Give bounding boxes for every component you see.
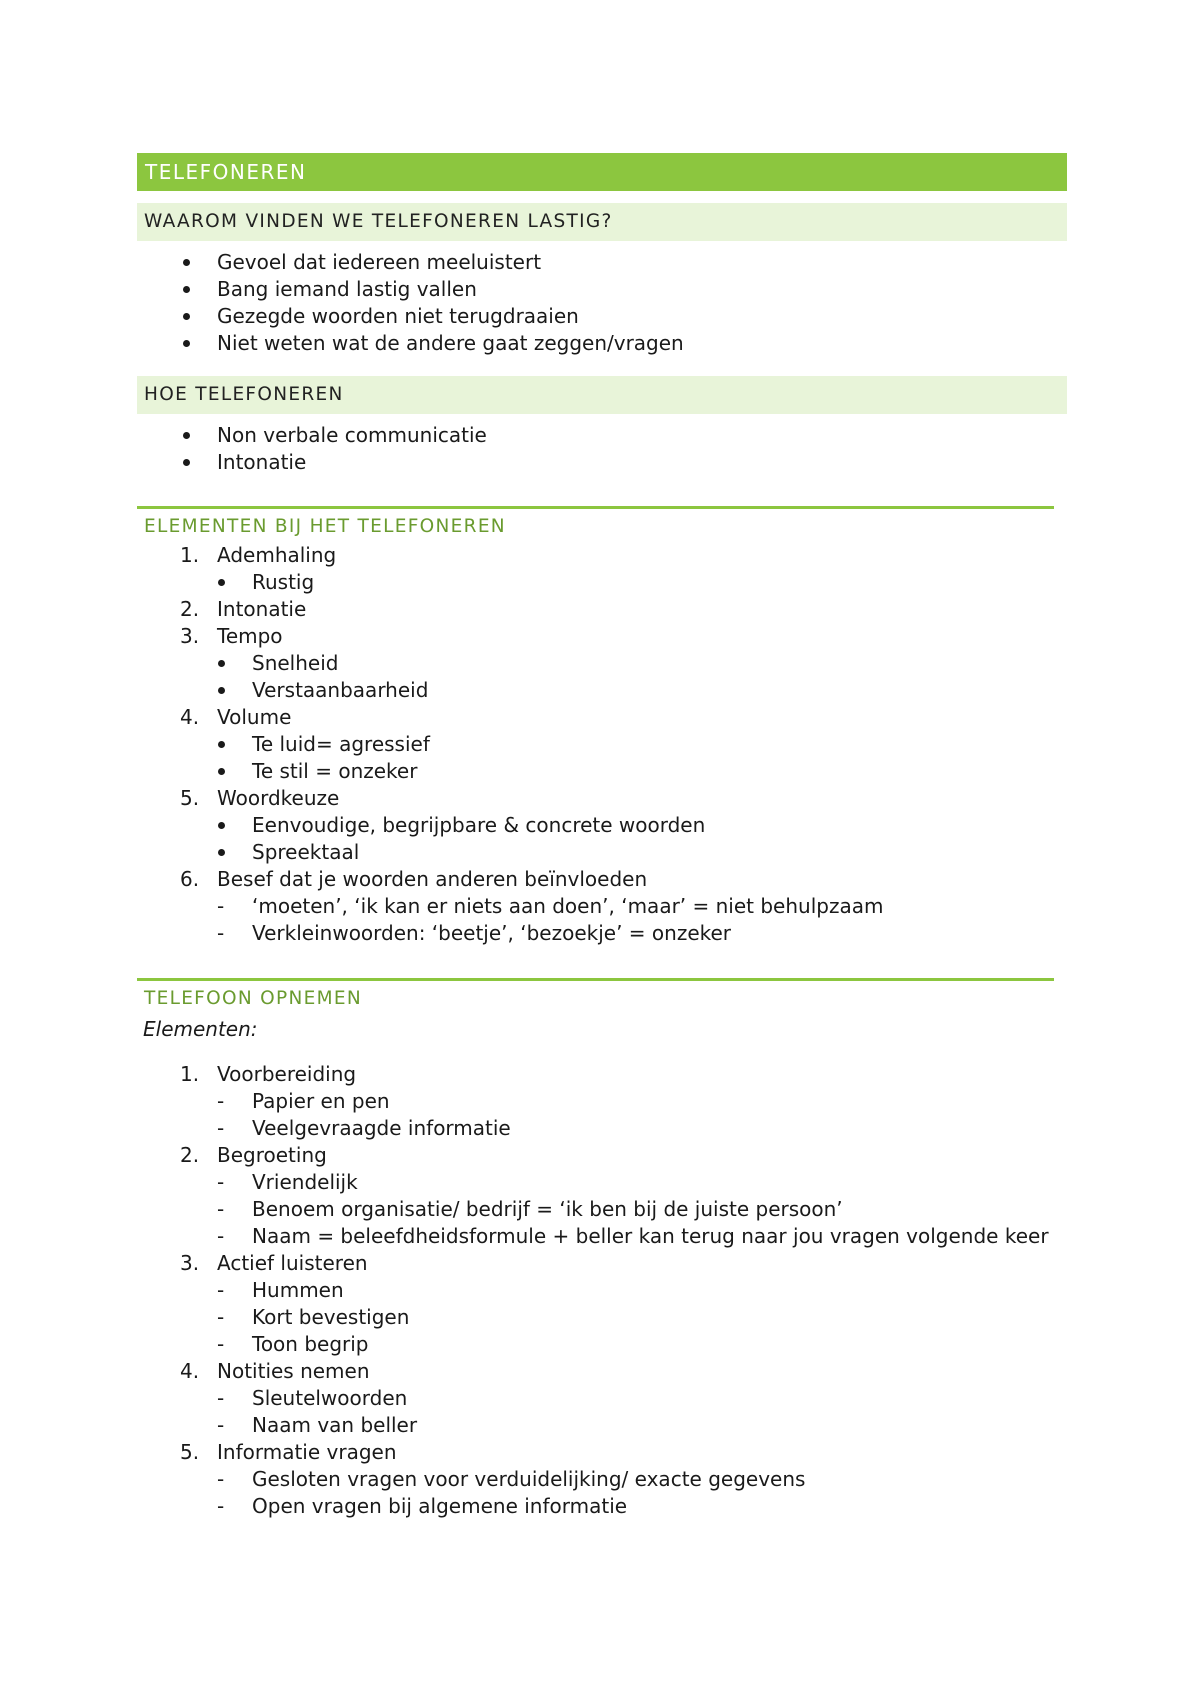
- list-item: [137, 650, 1067, 677]
- list-item: [137, 839, 1067, 866]
- list-item: [137, 249, 1067, 276]
- numbered-item: [137, 1439, 1067, 1466]
- numbered-item-label: Woordkeuze: [217, 786, 340, 810]
- list-item-text: Verstaanbaarheid: [252, 678, 429, 702]
- dash-icon: -: [217, 1494, 225, 1518]
- intro-label: Elementen:: [143, 1017, 258, 1041]
- list-item-text: ‘moeten’, ‘ik kan er niets aan doen’, ‘maar’ = niet behulpzaam: [252, 894, 884, 918]
- list-item-text: Eenvoudige, begrijpbare & concrete woorden: [252, 813, 706, 837]
- numbered-item: [137, 1142, 1067, 1169]
- numbered-item-label: Actief luisteren: [217, 1251, 368, 1275]
- section-heading-telefoon-opnemen: TELEFOON OPNEMEN: [137, 978, 1054, 1014]
- list-item-text: Te stil = onzeker: [252, 759, 418, 783]
- list-item-text: Sleutelwoorden: [252, 1386, 408, 1410]
- numbered-item-label: Tempo: [217, 624, 283, 648]
- dash-icon: -: [217, 1170, 225, 1194]
- list-item-text: Te luid= agressief: [252, 732, 430, 756]
- list-item: [137, 677, 1067, 704]
- document-page: [137, 153, 1067, 1520]
- list-item-text: Kort bevestigen: [252, 1305, 410, 1329]
- numbered-item-label: Notities nemen: [217, 1359, 370, 1383]
- bullet-icon: [218, 687, 225, 694]
- list-item-text: Snelheid: [252, 651, 339, 675]
- item-number: 5.: [180, 786, 200, 810]
- list-item-text: Benoem organisatie/ bedrijf = ‘ik ben bij de juiste persoon’: [252, 1197, 843, 1221]
- bullet-icon: [183, 259, 190, 266]
- list-item-text: Niet weten wat de andere gaat zeggen/vragen: [217, 331, 684, 355]
- list-item-text: Gezegde woorden niet terugdraaien: [217, 304, 579, 328]
- list-item: [137, 1304, 1067, 1331]
- numbered-item-label: Intonatie: [217, 597, 307, 621]
- list-item: [137, 1088, 1067, 1115]
- item-number: 5.: [180, 1440, 200, 1464]
- bullet-icon: [218, 822, 225, 829]
- item-number: 1.: [180, 543, 200, 567]
- bullet-icon: [218, 579, 225, 586]
- dash-icon: -: [217, 1278, 225, 1302]
- list-item-text: Naam van beller: [252, 1413, 418, 1437]
- item-number: 2.: [180, 1143, 200, 1167]
- numbered-item: [137, 1358, 1067, 1385]
- list-item: [137, 812, 1067, 839]
- numbered-item: [137, 785, 1067, 812]
- numbered-item: [137, 623, 1067, 650]
- list-item: [137, 731, 1067, 758]
- numbered-item: [137, 1061, 1067, 1088]
- list-item-text: Gesloten vragen voor verduidelijking/ exacte gegevens: [252, 1467, 806, 1491]
- item-number: 6.: [180, 867, 200, 891]
- list-item-text: Vriendelijk: [252, 1170, 358, 1194]
- section-heading-hoe: HOE TELEFONEREN: [137, 376, 1067, 414]
- list-item-text: Hummen: [252, 1278, 344, 1302]
- list-item: [137, 1412, 1067, 1439]
- dash-icon: -: [217, 1332, 225, 1356]
- numbered-item-label: Besef dat je woorden anderen beïnvloeden: [217, 867, 648, 891]
- dash-icon: -: [217, 1089, 225, 1113]
- item-number: 3.: [180, 1251, 200, 1275]
- numbered-item-label: Informatie vragen: [217, 1440, 397, 1464]
- numbered-list-opnemen: [137, 1061, 1067, 1520]
- dash-icon: -: [217, 1116, 225, 1140]
- numbered-item-label: Ademhaling: [217, 543, 337, 567]
- list-item-text: Intonatie: [217, 450, 307, 474]
- list-item: [137, 1331, 1067, 1358]
- list-item-text: Gevoel dat iedereen meeluistert: [217, 250, 542, 274]
- numbered-item: [137, 596, 1067, 623]
- list-item: [137, 422, 1067, 449]
- list-item: [137, 1277, 1067, 1304]
- dash-icon: -: [217, 921, 225, 945]
- list-item-text: Verkleinwoorden: ‘beetje’, ‘bezoekje’ = onzeker: [252, 921, 732, 945]
- section-heading-waarom: WAAROM VINDEN WE TELEFONEREN LASTIG?: [137, 203, 1067, 241]
- numbered-item-label: Voorbereiding: [217, 1062, 357, 1086]
- list-item: [137, 1115, 1067, 1142]
- dash-icon: -: [217, 1386, 225, 1410]
- list-item-text: Naam = beleefdheidsformule + beller kan terug naar jou vragen volgende keer: [252, 1224, 1049, 1248]
- list-item: [137, 1385, 1067, 1412]
- list-item: [137, 449, 1067, 476]
- list-item: [137, 893, 1067, 920]
- bullet-icon: [183, 432, 190, 439]
- bullet-icon: [218, 849, 225, 856]
- list-item-text: Open vragen bij algemene informatie: [252, 1494, 628, 1518]
- numbered-item: [137, 866, 1067, 893]
- item-number: 2.: [180, 597, 200, 621]
- dash-icon: -: [217, 894, 225, 918]
- numbered-item: [137, 704, 1067, 731]
- bullet-icon: [183, 340, 190, 347]
- dash-icon: -: [217, 1224, 225, 1248]
- list-item: [137, 1196, 1067, 1223]
- list-item-text: Non verbale communicatie: [217, 423, 487, 447]
- numbered-list-elementen: [137, 542, 1067, 947]
- list-item-text: Rustig: [252, 570, 315, 594]
- list-item-text: Toon begrip: [252, 1332, 369, 1356]
- bullet-list-waarom: [137, 249, 1067, 357]
- bullet-list-hoe: [137, 422, 1067, 476]
- list-item-text: Veelgevraagde informatie: [252, 1116, 511, 1140]
- list-item: [137, 758, 1067, 785]
- list-item-text: Bang iemand lastig vallen: [217, 277, 477, 301]
- bullet-icon: [218, 741, 225, 748]
- list-item: [137, 330, 1067, 357]
- bullet-icon: [183, 459, 190, 466]
- list-item: [137, 569, 1067, 596]
- bullet-icon: [183, 313, 190, 320]
- item-number: 4.: [180, 705, 200, 729]
- item-number: 1.: [180, 1062, 200, 1086]
- bullet-icon: [218, 660, 225, 667]
- numbered-item-label: Begroeting: [217, 1143, 327, 1167]
- dash-icon: -: [217, 1197, 225, 1221]
- numbered-item-label: Volume: [217, 705, 292, 729]
- item-number: 3.: [180, 624, 200, 648]
- bullet-icon: [183, 286, 190, 293]
- item-number: 4.: [180, 1359, 200, 1383]
- list-item: [137, 1169, 1067, 1196]
- list-item: [137, 1223, 1067, 1250]
- numbered-item: [137, 542, 1067, 569]
- section-heading-elementen: ELEMENTEN BIJ HET TELEFONEREN: [137, 506, 1054, 542]
- list-item: [137, 303, 1067, 330]
- list-item-text: Papier en pen: [252, 1089, 390, 1113]
- numbered-item: [137, 1250, 1067, 1277]
- list-item-text: Spreektaal: [252, 840, 360, 864]
- dash-icon: -: [217, 1305, 225, 1329]
- bullet-icon: [218, 768, 225, 775]
- list-item: [137, 920, 1067, 947]
- dash-icon: -: [217, 1413, 225, 1437]
- dash-icon: -: [217, 1467, 225, 1491]
- list-item: [137, 1493, 1067, 1520]
- list-item: [137, 1466, 1067, 1493]
- document-title: TELEFONEREN: [137, 153, 1067, 191]
- list-item: [137, 276, 1067, 303]
